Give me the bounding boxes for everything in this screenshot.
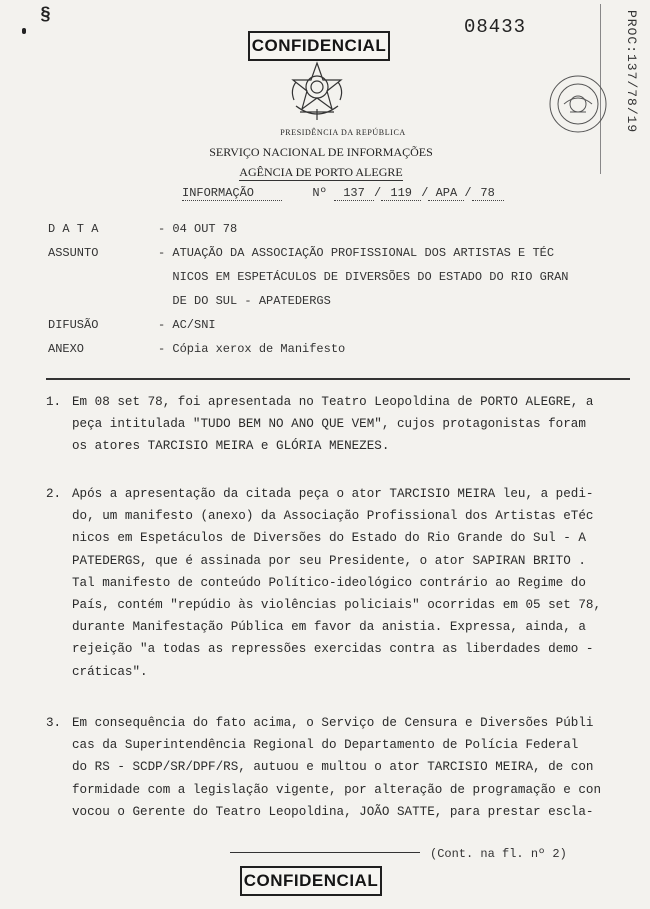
paragraph-number: 2. xyxy=(46,487,62,501)
classification-stamp-bottom: CONFIDENCIAL xyxy=(240,866,382,896)
meta-value: NICOS EM ESPETÁCULOS DE DIVERSÕES DO ESTADO DO RIO GRAN xyxy=(158,270,569,284)
meta-row-assunto-cont-2 xyxy=(48,294,331,308)
meta-row-assunto xyxy=(48,246,554,260)
meta-value: - 04 OUT 78 xyxy=(158,222,238,236)
paragraph-text: Após a apresentação da citada peça o ator TARCISIO MEIRA leu, a pedi- do, um manifesto (anexo) da Associação Profissional dos Artistas eTéc nicos em Espetáculos de Diversões do Estado do Rio Grande do Sul - A PATEDERGS, que é assinada por seu Presidente, o ator SAPIRAN BRITO . Tal manifesto de conteúdo Político-ideológico contrário ao Regime do País, contém "repúdio às violências policiais" ocorridas em 05 set 78, durante Manifestação Pública em favor da anistia. Expressa, ainda, a rejeição "a todas as repressões exercidas contra as liberdades demo - cráticas". xyxy=(72,487,602,679)
meta-row-assunto-cont-1 xyxy=(48,270,568,284)
paragraph-2 xyxy=(46,483,616,683)
continuation-note: (Cont. na fl. nº 2) xyxy=(430,847,567,861)
paragraph-1 xyxy=(46,391,616,458)
informacao-n2: 119 xyxy=(381,186,421,201)
paragraph-3 xyxy=(46,712,616,823)
meta-value: - Cópia xerox de Manifesto xyxy=(158,342,346,356)
classification-stamp-top: CONFIDENCIAL xyxy=(248,31,390,61)
informacao-n3: APA xyxy=(428,186,464,201)
corner-mark: § xyxy=(40,6,51,26)
header-agencia-text: AGÊNCIA DE PORTO ALEGRE xyxy=(239,165,403,179)
meta-row-difusao xyxy=(48,318,216,332)
process-stamp: PROC:137/78/19 xyxy=(624,10,639,134)
continuation-rule xyxy=(230,852,420,853)
informacao-n4: 78 xyxy=(472,186,504,201)
meta-row-data xyxy=(48,222,237,236)
header-servico: SERVIÇO NACIONAL DE INFORMAÇÕES xyxy=(209,145,433,159)
informacao-n1: 137 xyxy=(334,186,374,201)
paragraph-text: Em 08 set 78, foi apresentada no Teatro Leopoldina de PORTO ALEGRE, a peça intitulada "TUDO BEM NO ANO QUE VEM", cujos protagonistas foram os atores TARCISIO MEIRA e GLÓRIA MENEZES. xyxy=(72,395,594,454)
paragraph-number: 3. xyxy=(46,716,62,730)
meta-value: - ATUAÇÃO DA ASSOCIAÇÃO PROFISSIONAL DOS ARTISTAS E TÉC xyxy=(158,246,555,260)
informacao-label: INFORMAÇÃO xyxy=(182,186,282,201)
ink-dot xyxy=(22,28,26,34)
header-agencia xyxy=(0,165,646,180)
meta-label: ASSUNTO xyxy=(48,246,99,260)
paragraph-text: Em consequência do fato acima, o Serviço de Censura e Diversões Públi cas da Superintendência Regional do Departamento de Polícia Federal do RS - SCDP/SR/DPF/RS, autuou e multou o ator TARCISIO MEIRA, de con formidade com a legislação vigente, por alteração de programação e con vocou o Gerente do Teatro Leopoldina, JOÃO SATTE, para prestar escla- xyxy=(72,716,602,819)
informacao-no-label: Nº xyxy=(312,186,327,200)
header-presidencia: PRESIDÊNCIA DA REPÚBLICA xyxy=(280,128,406,137)
section-divider xyxy=(46,378,630,380)
document-number: 08433 xyxy=(464,16,527,38)
meta-value: - AC/SNI xyxy=(158,318,216,332)
informacao-line: INFORMAÇÃO Nº 137 / 119 / APA / 78 xyxy=(182,186,504,201)
coat-of-arms-icon xyxy=(286,60,348,124)
meta-label: D A T A xyxy=(48,222,99,236)
paragraph-number: 1. xyxy=(46,395,62,409)
meta-value: DE DO SUL - APATEDERGS xyxy=(158,294,331,308)
meta-label: DIFUSÃO xyxy=(48,318,99,332)
meta-row-anexo xyxy=(48,342,345,356)
meta-label: ANEXO xyxy=(48,342,85,356)
